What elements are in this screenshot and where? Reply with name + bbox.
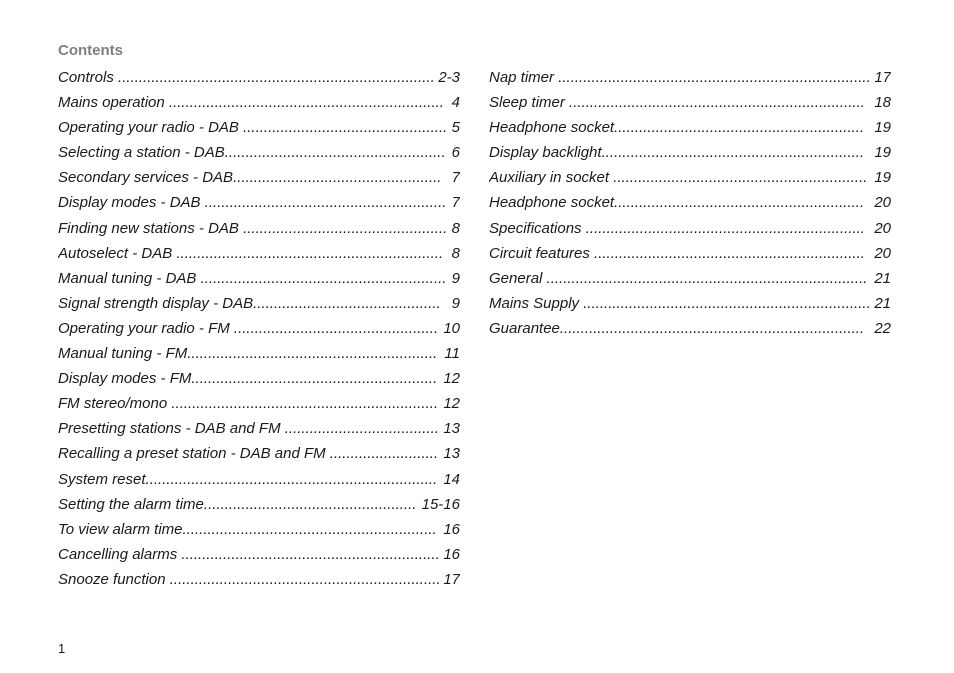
toc-entry-title xyxy=(58,118,460,138)
toc-entry-label: Selecting a station - DAB xyxy=(58,144,225,162)
toc-entry-leader: ........................................................... xyxy=(191,370,438,388)
toc-entry-title xyxy=(58,244,460,264)
toc-entry-page: 8 xyxy=(451,219,460,237)
toc-entry-leader: .................................................. xyxy=(233,169,442,187)
toc-entry-page: 13 xyxy=(443,420,460,438)
toc-entry xyxy=(58,68,460,93)
toc-entry-page: 7 xyxy=(451,194,460,212)
toc-entry-leader: ............................................................................. xyxy=(542,269,868,287)
toc-entry-title xyxy=(58,68,460,88)
toc-entry-title xyxy=(489,244,891,264)
toc-entry-label: Snooze function xyxy=(58,570,166,588)
toc-entry-leader: ................................................. xyxy=(229,319,439,337)
toc-left-column xyxy=(58,68,460,595)
toc-entry-page: 20 xyxy=(874,244,891,262)
toc-entry-label: Finding new stations - DAB xyxy=(58,219,239,237)
toc-entry xyxy=(58,369,460,394)
toc-entry-label: Sleep timer xyxy=(489,94,565,112)
toc-entry-label: Display backlight xyxy=(489,144,602,162)
toc-entry-title xyxy=(58,168,460,188)
toc-entry xyxy=(58,244,460,269)
toc-entry-page: 21 xyxy=(874,294,891,312)
toc-entry-page: 9 xyxy=(451,269,460,287)
toc-entry-page: 21 xyxy=(874,269,891,287)
toc-entry-title xyxy=(58,93,460,113)
toc-entry-leader: ............................................................................ xyxy=(113,69,435,86)
toc-entry-leader: ............................................. xyxy=(253,294,441,312)
toc-entry-label: Mains operation xyxy=(58,94,165,112)
toc-entry xyxy=(58,520,460,545)
toc-entry-page: 18 xyxy=(874,94,891,112)
toc-entry-title xyxy=(58,520,460,540)
toc-entry-leader: ............................................................. xyxy=(609,169,868,187)
toc-entry xyxy=(58,444,460,469)
toc-entry xyxy=(489,68,891,93)
toc-entry-leader: ................................................. xyxy=(238,219,448,237)
toc-entry-page: 8 xyxy=(451,244,460,262)
contents-heading: Contents xyxy=(58,42,123,59)
toc-entry-page: 2-3 xyxy=(438,69,460,86)
toc-entry-leader: ..................................................................... xyxy=(579,294,871,312)
toc-entry-label: Signal strength display - DAB xyxy=(58,294,254,312)
toc-entry-leader: ............................................................ xyxy=(614,119,865,137)
toc-entry-label: To view alarm time xyxy=(58,520,183,538)
toc-entry-page: 20 xyxy=(874,219,891,237)
toc-entry-label: Display modes - FM xyxy=(58,370,192,388)
toc-entry-label: Manual tuning - DAB xyxy=(58,269,197,287)
toc-entry xyxy=(58,470,460,495)
toc-entry-title xyxy=(58,444,460,464)
toc-entry-label: Headphone socket xyxy=(489,194,615,212)
toc-entry-label: Nap timer xyxy=(489,69,555,86)
toc-entry-page: 12 xyxy=(443,370,460,388)
toc-entry xyxy=(58,193,460,218)
toc-entry xyxy=(489,118,891,143)
toc-entry-page: 16 xyxy=(443,545,460,563)
toc-entry-label: Autoselect - DAB xyxy=(58,244,173,262)
toc-entry xyxy=(58,319,460,344)
toc-entry xyxy=(58,93,460,118)
toc-entry-title xyxy=(58,319,460,339)
toc-entry-leader: ............................................................ xyxy=(614,194,865,212)
toc-entry-label: Recalling a preset station - DAB and FM xyxy=(58,445,326,463)
toc-entry-leader: ........................................................................... xyxy=(554,69,871,86)
toc-entry-leader: .......................................................... xyxy=(200,194,447,212)
toc-entry-label: Presetting stations - DAB and FM xyxy=(58,420,281,438)
toc-entry xyxy=(489,93,891,118)
toc-entry-page: 19 xyxy=(874,119,891,137)
toc-entry-leader: .......................... xyxy=(325,445,439,463)
toc-entry-leader: ............................................................... xyxy=(601,144,865,162)
toc-entry-page: 14 xyxy=(443,470,460,488)
toc-entry-page: 19 xyxy=(874,169,891,187)
toc-entry-label: Secondary services - DAB xyxy=(58,169,234,187)
toc-entry-label: Operating your radio - DAB xyxy=(58,119,239,137)
toc-entry-leader: ............................................................ xyxy=(187,345,438,363)
toc-entry-title xyxy=(489,118,891,138)
toc-entry-page: 4 xyxy=(451,94,460,112)
toc-entry xyxy=(58,344,460,369)
toc-entry-leader: ................................................... xyxy=(203,495,417,513)
toc-entry-page: 17 xyxy=(443,570,460,588)
toc-entry-leader: ................................................. xyxy=(238,119,448,137)
toc-entry-leader: ........................................................... xyxy=(196,269,447,287)
toc-entry-title xyxy=(58,143,460,163)
toc-entry xyxy=(58,394,460,419)
toc-entry-leader: ................................................................. xyxy=(165,570,441,588)
toc-entry-title xyxy=(58,344,460,364)
toc-entry-page: 22 xyxy=(874,319,891,337)
toc-entry-leader: ............................................................. xyxy=(182,520,437,538)
toc-entry xyxy=(489,168,891,193)
toc-entry-title xyxy=(489,294,891,314)
toc-entry-title xyxy=(489,319,891,339)
toc-entry-title xyxy=(58,369,460,389)
toc-entry xyxy=(489,269,891,294)
toc-entry-title xyxy=(58,545,460,565)
toc-entry-label: Auxiliary in socket xyxy=(489,169,610,187)
toc-entry-label: Headphone socket xyxy=(489,119,615,137)
toc-entry-leader: ................................................................ xyxy=(172,244,444,262)
toc-entry-label: FM stereo/mono xyxy=(58,395,168,413)
toc-entry-title xyxy=(489,68,891,88)
toc-entry xyxy=(58,168,460,193)
toc-entry xyxy=(58,495,460,520)
toc-entry-label: System reset xyxy=(58,470,146,488)
toc-entry-page: 12 xyxy=(443,395,460,413)
toc-entry xyxy=(489,219,891,244)
toc-entry-page: 11 xyxy=(444,345,460,363)
toc-entry-leader: ................................................................... xyxy=(581,219,865,237)
toc-entry-label: Cancelling alarms xyxy=(58,545,178,563)
toc-entry-title xyxy=(489,193,891,213)
toc-entry xyxy=(58,269,460,294)
toc-entry xyxy=(58,294,460,319)
toc-entry xyxy=(489,193,891,218)
toc-entry xyxy=(58,219,460,244)
toc-entry xyxy=(58,419,460,444)
toc-entry-page: 19 xyxy=(874,144,891,162)
toc-entry-title xyxy=(58,570,460,590)
toc-entry-leader: .............................................................. xyxy=(177,545,440,563)
toc-entry-title xyxy=(489,93,891,113)
toc-entry-label: Specifications xyxy=(489,219,582,237)
toc-entry-title xyxy=(58,495,460,515)
toc-entry xyxy=(489,294,891,319)
toc-entry-title xyxy=(58,419,460,439)
toc-entry-label: Operating your radio - FM xyxy=(58,319,230,337)
toc-entry-label: Circuit features xyxy=(489,244,590,262)
toc-entry-title xyxy=(58,394,460,414)
toc-entry-title xyxy=(58,219,460,239)
toc-entry-leader: ......................................................................... xyxy=(559,319,865,337)
toc-entry-label: Setting the alarm time xyxy=(58,495,204,513)
toc-entry-leader: ...................................................................... xyxy=(145,470,438,488)
toc-entry-label: Controls xyxy=(58,69,114,86)
toc-entry-page: 15-16 xyxy=(421,495,460,513)
toc-entry-title xyxy=(489,168,891,188)
toc-entry-page: 17 xyxy=(874,69,891,86)
toc-entry-page: 10 xyxy=(443,319,460,337)
toc-entry-page: 16 xyxy=(443,520,460,538)
toc-entry-title xyxy=(58,269,460,289)
toc-entry-page: 5 xyxy=(451,119,460,137)
toc-entry-page: 7 xyxy=(451,169,460,187)
toc-entry-label: Display modes - DAB xyxy=(58,194,201,212)
toc-entry-title xyxy=(489,269,891,289)
toc-entry-page: 6 xyxy=(451,144,460,162)
toc-entry-label: Mains Supply xyxy=(489,294,580,312)
toc-entry-title xyxy=(58,193,460,213)
toc-entry xyxy=(58,545,460,570)
toc-entry-title xyxy=(58,294,460,314)
page-number: 1 xyxy=(58,641,66,656)
toc-entry-leader: ..................................... xyxy=(280,420,439,438)
toc-entry xyxy=(489,143,891,168)
toc-entry-page: 13 xyxy=(443,445,460,463)
toc-entry-leader: ..................................................... xyxy=(224,144,446,162)
toc-entry-label: Manual tuning - FM xyxy=(58,345,188,363)
toc-entry xyxy=(58,143,460,168)
toc-entry xyxy=(58,570,460,595)
toc-entry-title xyxy=(489,143,891,163)
toc-entry-leader: .................................................................. xyxy=(164,94,444,112)
toc-entry-leader: ....................................................................... xyxy=(564,94,865,112)
toc-entry xyxy=(58,118,460,143)
toc-entry-leader: ................................................................ xyxy=(167,395,439,413)
toc-entry-title xyxy=(489,219,891,239)
toc-entry-label: Guarantee xyxy=(489,319,560,337)
toc-entry-page: 9 xyxy=(451,294,460,312)
toc-entry xyxy=(489,319,891,344)
toc-entry-title xyxy=(58,470,460,490)
toc-entry xyxy=(489,244,891,269)
toc-entry-leader: ................................................................. xyxy=(589,244,865,262)
toc-entry-page: 20 xyxy=(874,194,891,212)
toc-right-column xyxy=(489,68,891,344)
toc-entry-label: General xyxy=(489,269,543,287)
